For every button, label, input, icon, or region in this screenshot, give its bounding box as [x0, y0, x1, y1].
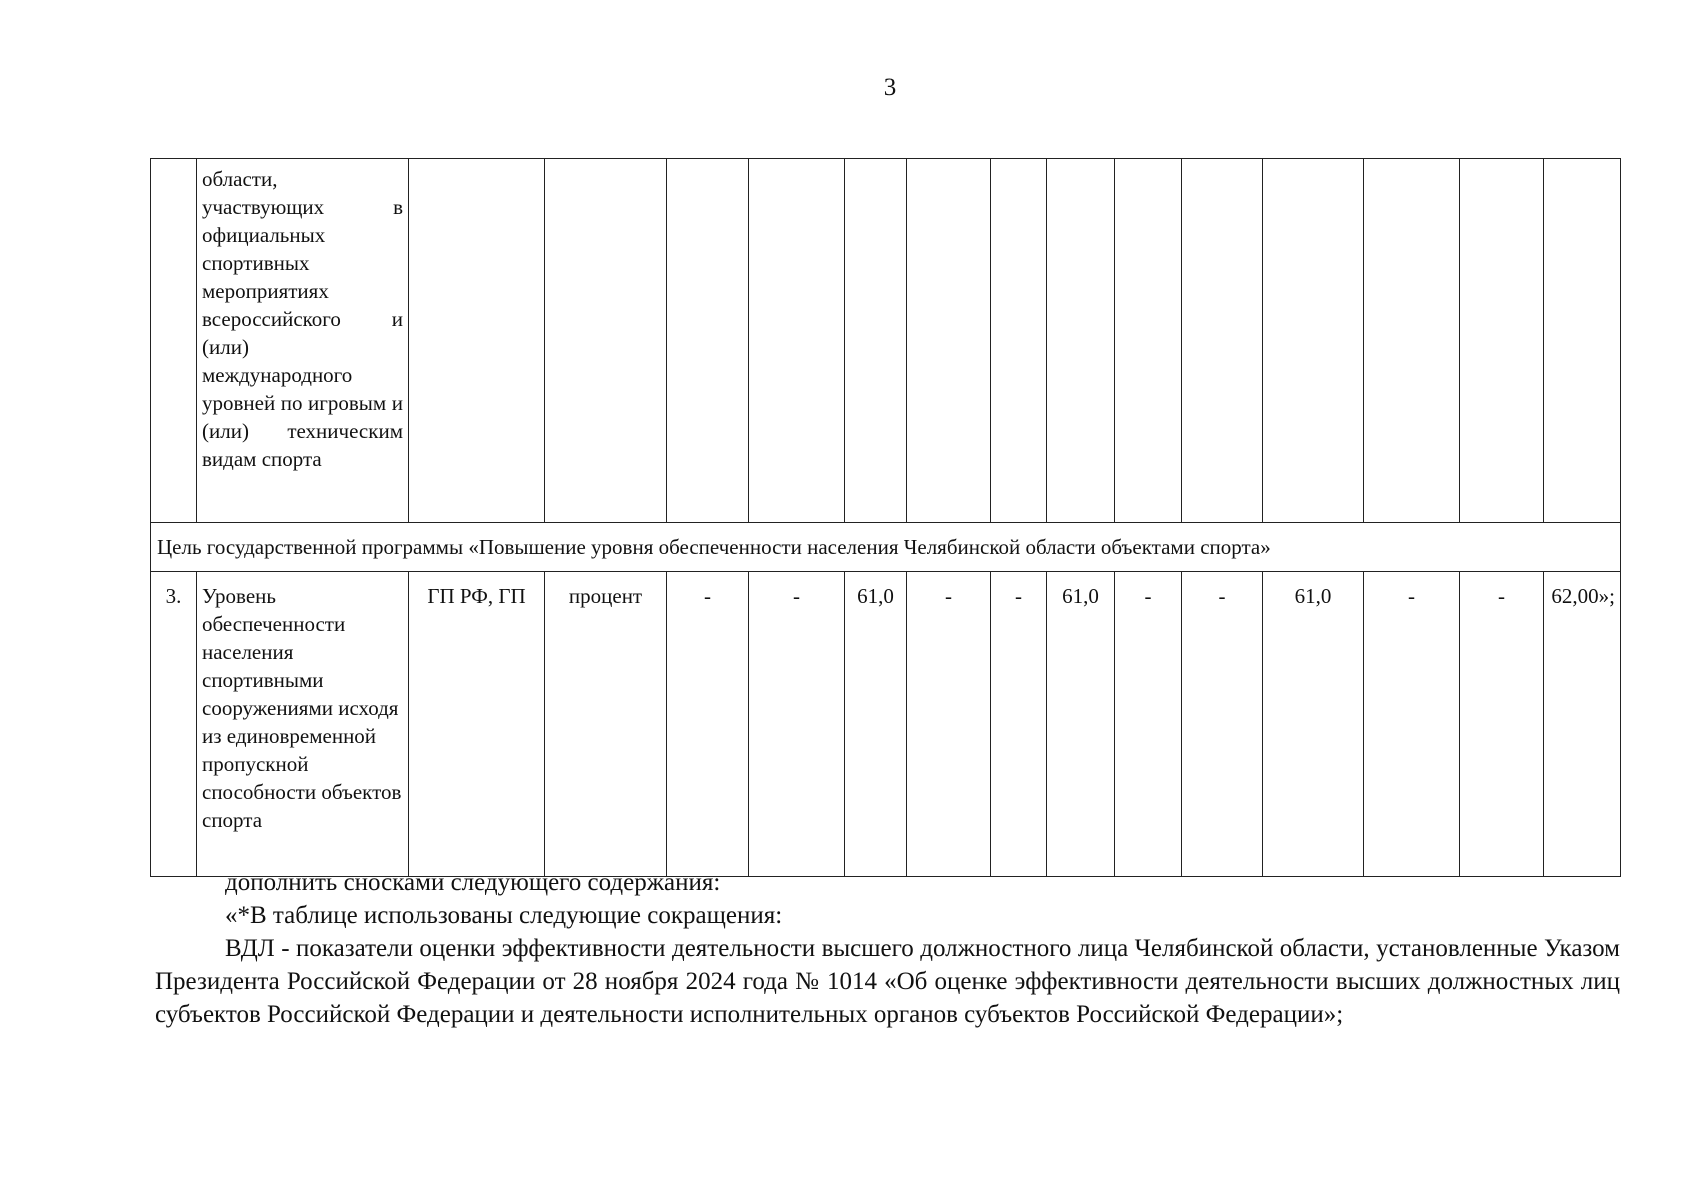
value-cell: -: [1182, 572, 1263, 877]
program-goal-cell: Цель государственной программы «Повышение уровня обеспеченности населения Челябинской области объектами спорта»: [151, 523, 1621, 572]
value-cell: 61,0: [1263, 572, 1364, 877]
footnote-vdl: ВДЛ - показатели оценки эффективности деятельности высшего должностного лица Челябинской области, установленные Указом Президента Российской Федерации от 28 ноября 2024 года № 1014 «Об оценке эффективности деятельности высших должностных лиц субъектов Российской Федерации и деятельности исполнительных органов субъектов Российской Федерации»;: [155, 935, 1620, 1028]
empty-cell: [991, 159, 1047, 523]
value-cell: -: [749, 572, 845, 877]
level-cell: ГП РФ, ГП: [409, 572, 545, 877]
value-cell: -: [667, 572, 749, 877]
row-number-cell: 3.: [151, 572, 197, 877]
empty-cell: [845, 159, 907, 523]
empty-cell: [1544, 159, 1621, 523]
value-cell: 62,00»;: [1544, 572, 1621, 877]
value-cell: -: [1115, 572, 1182, 877]
value-cell: -: [907, 572, 991, 877]
footnote-intro: дополнить сносками следующего содержания:: [225, 869, 721, 896]
table-row-continued: [151, 159, 1621, 523]
empty-cell: [1047, 159, 1115, 523]
footnote-title: «*В таблице использованы следующие сокращения:: [225, 902, 783, 929]
value-cell: 61,0: [845, 572, 907, 877]
empty-cell: [1364, 159, 1460, 523]
unit-cell: процент: [545, 572, 667, 877]
empty-cell: [545, 159, 667, 523]
table-row-3: [151, 572, 1621, 877]
empty-cell: [1460, 159, 1544, 523]
value-cell: -: [1460, 572, 1544, 877]
empty-cell: [1263, 159, 1364, 523]
empty-cell: [667, 159, 749, 523]
value-cell: 61,0: [1047, 572, 1115, 877]
row-number-cell: [151, 159, 197, 523]
empty-cell: [907, 159, 991, 523]
empty-cell: [409, 159, 545, 523]
value-cell: -: [1364, 572, 1460, 877]
empty-cell: [1182, 159, 1263, 523]
indicator-name-cell: области, участвующих в официальных спортивных мероприятиях всероссийского и (или) международного уровней по игровым и (или) техническим видам спорта: [197, 159, 409, 523]
table-row-goal: [151, 523, 1621, 572]
value-cell: -: [991, 572, 1047, 877]
empty-cell: [749, 159, 845, 523]
indicator-table: [150, 158, 1621, 877]
footnotes-block: [155, 866, 1620, 1031]
indicator-name-cell: Уровень обеспеченности населения спортивными сооружениями исходя из единовременной пропускной способности объектов спорта: [197, 572, 409, 877]
page-number: 3: [883, 74, 897, 101]
empty-cell: [1115, 159, 1182, 523]
